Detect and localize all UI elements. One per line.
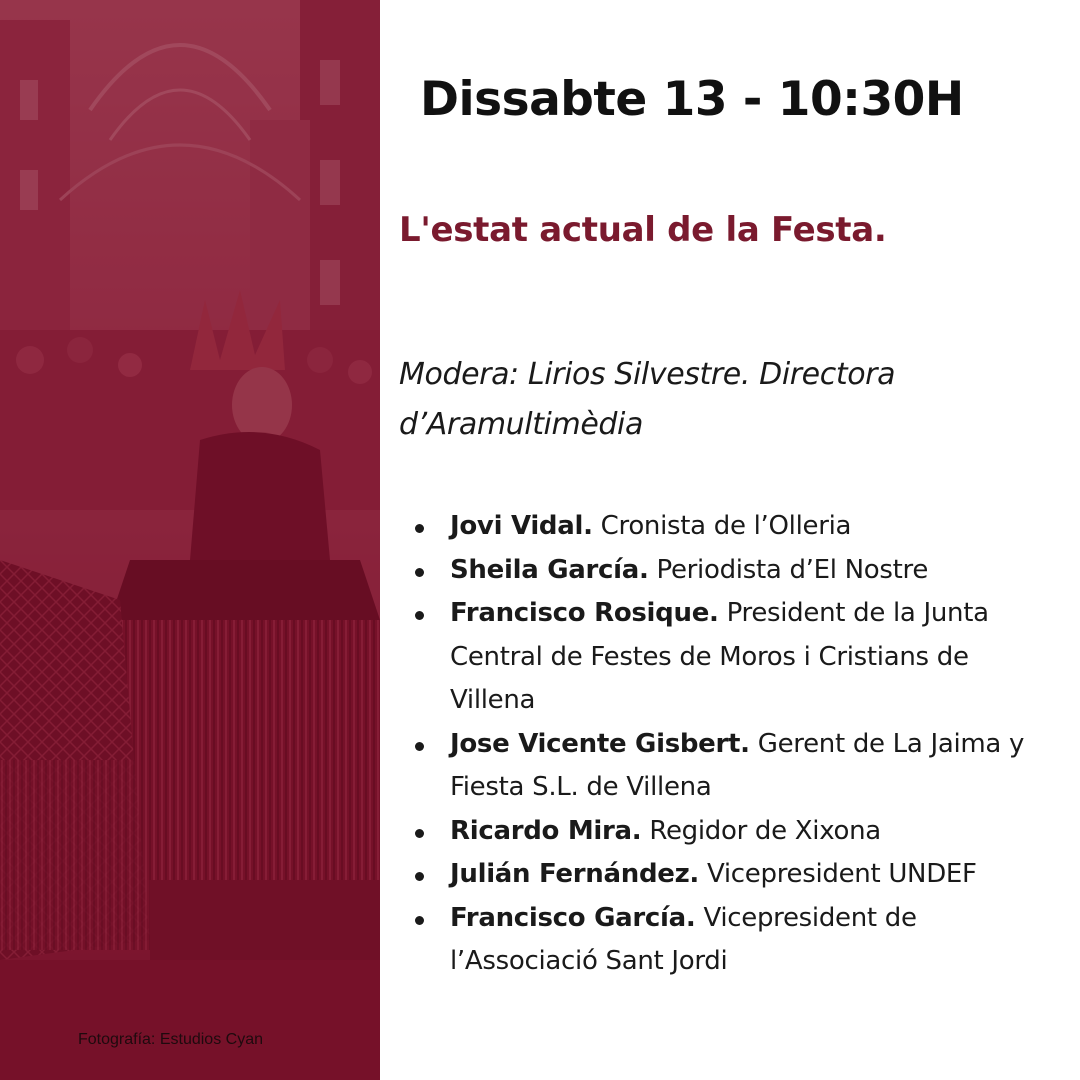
participant-role: Gerent de La Jaima y Fiesta S.L. de Villena: [450, 728, 1025, 802]
participants-list: [413, 505, 1053, 984]
participant-name: Sheila García.: [450, 554, 649, 585]
list-item: [413, 853, 1053, 897]
participant-role: Regidor de Xixona: [649, 815, 881, 846]
list-item: [413, 505, 1053, 549]
list-item: [413, 897, 1053, 984]
list-item: [413, 549, 1053, 593]
bullet-icon: [415, 872, 424, 881]
list-item: [413, 810, 1053, 854]
list-item: [413, 592, 1053, 723]
participant-role: Vicepresident UNDEF: [706, 859, 977, 889]
bullet-icon: [415, 916, 424, 925]
participant-name: Jose Vicente Gisbert.: [450, 728, 750, 759]
bullet-icon: [415, 611, 424, 620]
event-topic: L'estat actual de la Festa.: [399, 210, 887, 250]
photo-credit: Fotografía: Estudios Cyan: [78, 1031, 263, 1048]
bullet-icon: [415, 829, 424, 838]
participant-role: President de la Junta Central de Festes de Moros i Cristians de Villena: [450, 598, 989, 715]
bullet-icon: [415, 742, 424, 751]
festival-photo-panel: [0, 0, 380, 1080]
participant-name: Francisco Rosique.: [450, 598, 719, 628]
moderator-line: Modera: Lirios Silvestre. Directora d’Aramultimèdia: [399, 357, 896, 442]
bullet-icon: [415, 568, 424, 577]
list-item: [413, 723, 1053, 810]
participant-role: Vicepresident de l’Associació Sant Jordi: [450, 902, 917, 976]
bullet-icon: [415, 524, 424, 533]
participant-role: Cronista de l’Olleria: [600, 511, 852, 541]
participant-role: Periodista d’El Nostre: [656, 554, 929, 585]
participant-name: Francisco García.: [450, 902, 696, 933]
photo-tint-overlay: [0, 0, 380, 1080]
event-date-time: Dissabte 13 - 10:30H: [420, 72, 964, 127]
participant-name: Jovi Vidal.: [450, 511, 593, 541]
participant-name: Ricardo Mira.: [450, 815, 642, 846]
participant-name: Julián Fernández.: [450, 859, 699, 889]
